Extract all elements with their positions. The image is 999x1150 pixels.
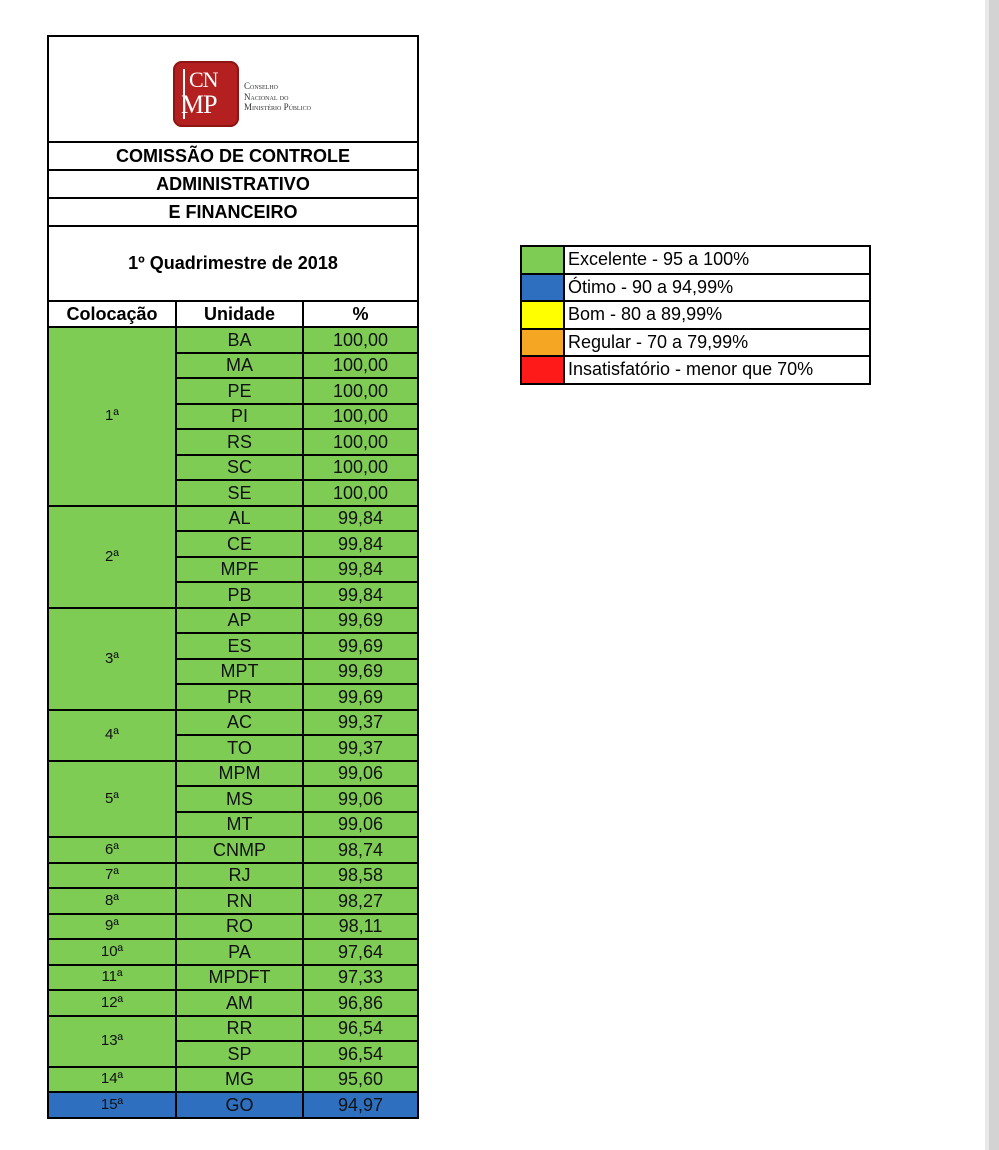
table-row [49, 965, 417, 991]
column-header-unit: Unidade [176, 302, 303, 327]
rank-cell: 15ª [49, 1092, 176, 1117]
unit-cell: GO [176, 1092, 303, 1117]
percent-cell: 99,37 [303, 710, 417, 736]
percent-cell: 100,00 [303, 404, 417, 430]
table-row [49, 1092, 417, 1117]
table-row [49, 990, 417, 1016]
unit-cell: RJ [176, 863, 303, 889]
period-title: 1º Quadrimestre de 2018 [49, 227, 417, 302]
percent-cell: 99,84 [303, 531, 417, 557]
unit-cell: AM [176, 990, 303, 1016]
legend-swatch [522, 302, 565, 328]
table-row [49, 837, 417, 863]
unit-cell: SP [176, 1041, 303, 1067]
percent-cell: 99,37 [303, 735, 417, 761]
unit-cell: TO [176, 735, 303, 761]
rank-cell: 3ª [49, 608, 176, 710]
table-row [49, 888, 417, 914]
unit-cell: MT [176, 812, 303, 838]
rank-cell: 13ª [49, 1016, 176, 1067]
percent-cell: 97,64 [303, 939, 417, 965]
unit-cell: MPF [176, 557, 303, 583]
table-row [49, 1016, 417, 1042]
unit-cell: AC [176, 710, 303, 736]
color-legend [520, 245, 871, 385]
table-row [49, 506, 417, 532]
title-line-2: ADMINISTRATIVO [49, 171, 417, 199]
ranking-table [49, 302, 417, 1117]
percent-cell: 100,00 [303, 378, 417, 404]
logo-text: Conselho Nacional do Ministério Público [244, 81, 311, 112]
percent-cell: 99,84 [303, 557, 417, 583]
percent-cell: 98,11 [303, 914, 417, 940]
legend-swatch [522, 330, 565, 356]
column-header-percent: % [303, 302, 417, 327]
legend-item [522, 275, 869, 303]
ranking-sheet [47, 35, 419, 1119]
percent-cell: 99,69 [303, 659, 417, 685]
percent-cell: 99,06 [303, 761, 417, 787]
legend-item [522, 357, 869, 383]
table-row [49, 863, 417, 889]
rank-cell: 6ª [49, 837, 176, 863]
unit-cell: AP [176, 608, 303, 634]
rank-cell: 5ª [49, 761, 176, 838]
percent-cell: 99,69 [303, 684, 417, 710]
title-line-3: E FINANCEIRO [49, 199, 417, 227]
percent-cell: 100,00 [303, 353, 417, 379]
percent-cell: 96,86 [303, 990, 417, 1016]
unit-cell: RN [176, 888, 303, 914]
rank-cell: 7ª [49, 863, 176, 889]
unit-cell: PB [176, 582, 303, 608]
unit-cell: PA [176, 939, 303, 965]
rank-cell: 12ª [49, 990, 176, 1016]
unit-cell: PI [176, 404, 303, 430]
rank-cell: 8ª [49, 888, 176, 914]
unit-cell: MPM [176, 761, 303, 787]
unit-cell: AL [176, 506, 303, 532]
legend-item [522, 302, 869, 330]
unit-cell: PR [176, 684, 303, 710]
unit-cell: BA [176, 327, 303, 353]
unit-cell: RO [176, 914, 303, 940]
unit-cell: RR [176, 1016, 303, 1042]
percent-cell: 99,84 [303, 582, 417, 608]
unit-cell: PE [176, 378, 303, 404]
legend-label: Ótimo - 90 a 94,99% [568, 276, 734, 297]
percent-cell: 98,27 [303, 888, 417, 914]
rank-cell: 4ª [49, 710, 176, 761]
unit-cell: MG [176, 1067, 303, 1093]
logo-area [49, 37, 417, 143]
legend-swatch [522, 357, 565, 383]
percent-cell: 94,97 [303, 1092, 417, 1117]
rank-cell: 1ª [49, 327, 176, 506]
table-row [49, 914, 417, 940]
percent-cell: 99,69 [303, 633, 417, 659]
page-edge [985, 0, 999, 1150]
legend-label: Insatisfatório - menor que 70% [568, 359, 814, 379]
table-row [49, 327, 417, 353]
unit-cell: MPDFT [176, 965, 303, 991]
percent-cell: 96,54 [303, 1016, 417, 1042]
percent-cell: 99,06 [303, 812, 417, 838]
unit-cell: ES [176, 633, 303, 659]
rank-cell: 10ª [49, 939, 176, 965]
rank-cell: 9ª [49, 914, 176, 940]
unit-cell: MA [176, 353, 303, 379]
legend-label: Excelente - 95 a 100% [568, 249, 750, 269]
percent-cell: 99,84 [303, 506, 417, 532]
rank-cell: 14ª [49, 1067, 176, 1093]
unit-cell: CE [176, 531, 303, 557]
percent-cell: 99,69 [303, 608, 417, 634]
column-header-rank: Colocação [49, 302, 176, 327]
cnmp-logo-icon: CN MP [173, 61, 239, 127]
legend-swatch [522, 247, 565, 273]
legend-swatch [522, 275, 565, 301]
percent-cell: 97,33 [303, 965, 417, 991]
percent-cell: 96,54 [303, 1041, 417, 1067]
unit-cell: MS [176, 786, 303, 812]
unit-cell: CNMP [176, 837, 303, 863]
table-row [49, 761, 417, 787]
rank-cell: 2ª [49, 506, 176, 608]
table-row [49, 608, 417, 634]
percent-cell: 100,00 [303, 327, 417, 353]
unit-cell: SE [176, 480, 303, 506]
table-row [49, 1067, 417, 1093]
unit-cell: SC [176, 455, 303, 481]
table-row [49, 710, 417, 736]
rank-cell: 11ª [49, 965, 176, 991]
percent-cell: 100,00 [303, 480, 417, 506]
legend-label: Regular - 70 a 79,99% [568, 331, 749, 352]
legend-label: Bom - 80 a 89,99% [568, 304, 723, 324]
percent-cell: 98,58 [303, 863, 417, 889]
title-line-1: COMISSÃO DE CONTROLE [49, 143, 417, 171]
percent-cell: 100,00 [303, 455, 417, 481]
percent-cell: 98,74 [303, 837, 417, 863]
percent-cell: 99,06 [303, 786, 417, 812]
table-header-row [49, 302, 417, 327]
unit-cell: RS [176, 429, 303, 455]
percent-cell: 95,60 [303, 1067, 417, 1093]
legend-item [522, 330, 869, 358]
unit-cell: MPT [176, 659, 303, 685]
percent-cell: 100,00 [303, 429, 417, 455]
legend-item [522, 247, 869, 275]
table-row [49, 939, 417, 965]
